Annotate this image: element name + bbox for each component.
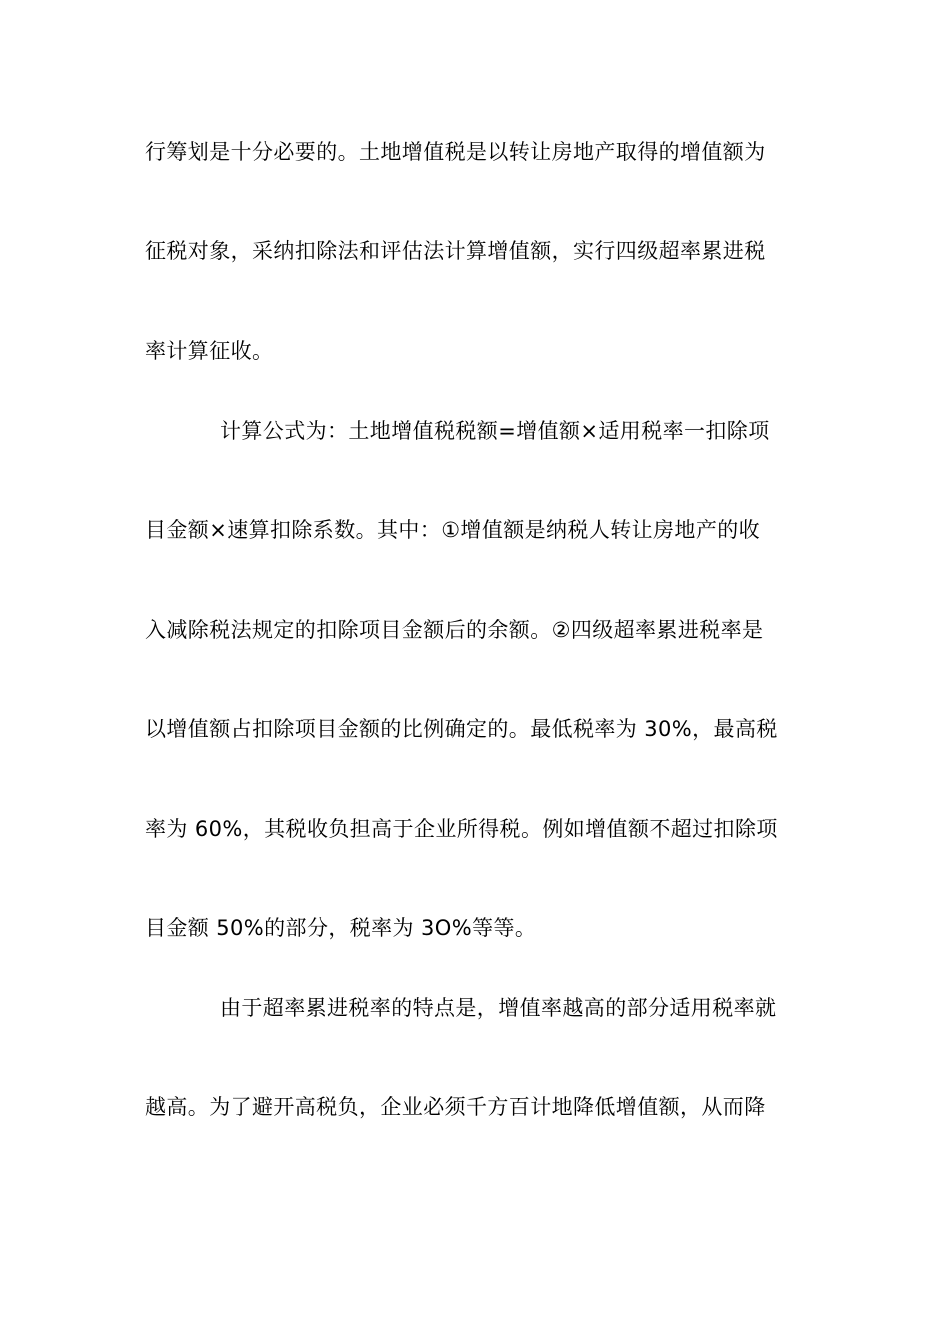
text-line: 目金额×速算扣除系数。其中：①增值额是纳税人转让房地产的收 [145, 518, 761, 542]
text-line-indented: 计算公式为：土地增值税税额=增值额×适用税率一扣除项 [220, 419, 770, 443]
text-line: 目金额 50%的部分，税率为 3O%等等。 [145, 916, 537, 940]
text-line: 行筹划是十分必要的。土地增值税是以转让房地产取得的增值额为 [145, 140, 766, 164]
text-line: 率为 60%，其税收负担高于企业所得税。例如增值额不超过扣除项 [145, 817, 778, 841]
text-line: 以增值额占扣除项目金额的比例确定的。最低税率为 30%，最高税 [145, 717, 778, 741]
text-line: 越高。为了避开高税负，企业必须千方百计地降低增值额，从而降 [145, 1095, 766, 1119]
text-line: 征税对象，采纳扣除法和评估法计算增值额，实行四级超率累进税 [145, 239, 766, 263]
text-line: 入减除税法规定的扣除项目金额后的余额。②四级超率累进税率是 [145, 618, 764, 642]
text-line: 率计算征收。 [145, 339, 274, 363]
text-line-indented: 由于超率累进税率的特点是，增值率越高的部分适用税率就 [220, 996, 777, 1020]
